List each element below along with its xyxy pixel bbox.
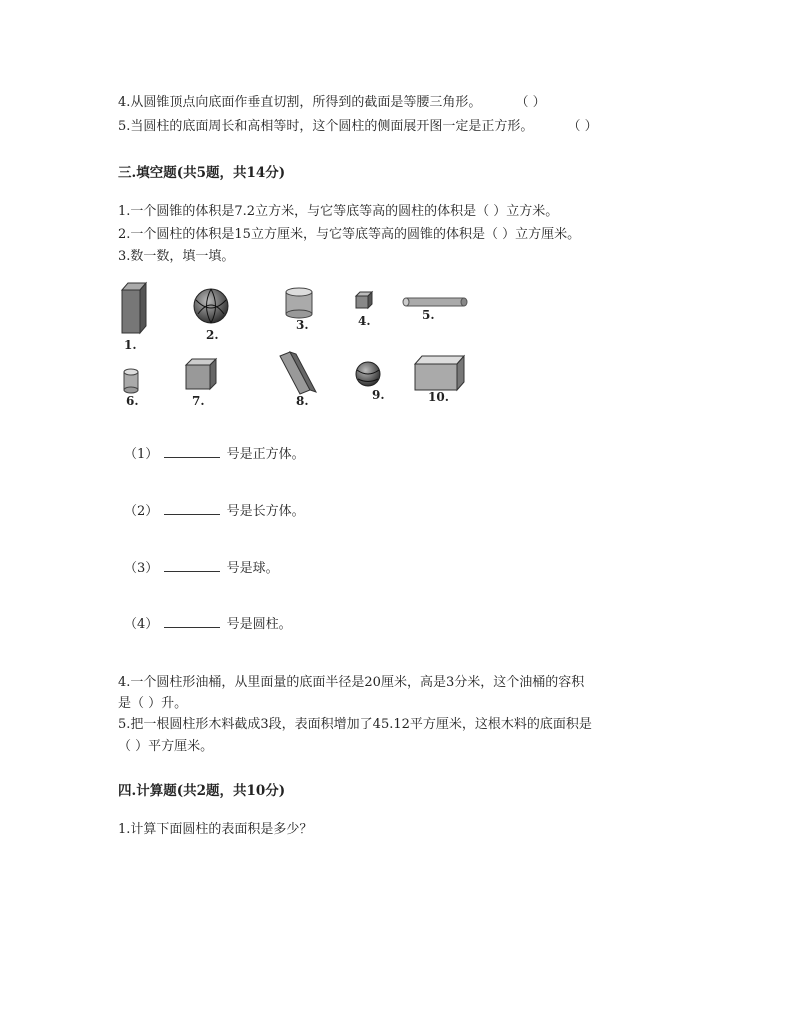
shape-2-ball bbox=[194, 289, 228, 323]
shape-3-cylinder bbox=[286, 288, 312, 318]
fill-item-1 bbox=[124, 445, 305, 464]
section3-q1: 1.一个圆锥的体积是7.2立方米，与它等底等高的圆柱的体积是（ ）立方米。 bbox=[118, 204, 559, 219]
shape-9-ball bbox=[356, 362, 380, 386]
shapes-figure bbox=[116, 280, 470, 410]
shape-label-5: 5. bbox=[422, 308, 435, 322]
shape-4-small-cube bbox=[356, 292, 372, 308]
shape-label-9: 9. bbox=[372, 388, 385, 402]
section4-title: 四.计算题(共2题，共10分) bbox=[118, 783, 286, 799]
fill-item-2 bbox=[124, 502, 305, 521]
section3-q3: 3.数一数，填一填。 bbox=[118, 249, 235, 264]
shape-label-6: 6. bbox=[126, 394, 139, 408]
fill-item-text: 号是长方体。 bbox=[226, 504, 305, 519]
section3-title: 三.填空题(共5题，共14分) bbox=[118, 165, 286, 181]
shape-7-cube bbox=[186, 359, 216, 389]
shape-label-1: 1. bbox=[124, 338, 137, 352]
judge-q4 bbox=[118, 94, 546, 112]
shape-label-10: 10. bbox=[428, 390, 449, 404]
shape-label-8: 8. bbox=[296, 394, 309, 408]
section3-q4-line2: 是（ ）升。 bbox=[118, 696, 188, 711]
shape-label-3: 3. bbox=[296, 318, 309, 332]
fill-item-num: （4） bbox=[124, 617, 159, 632]
fill-blank[interactable] bbox=[164, 502, 220, 515]
section3-q5-line2: （ ）平方厘米。 bbox=[118, 739, 214, 754]
fill-item-text: 号是正方体。 bbox=[226, 447, 305, 462]
section4-q1: 1.计算下面圆柱的表面积是多少？ bbox=[118, 822, 313, 837]
fill-blank[interactable] bbox=[164, 615, 220, 628]
shapes-drawing bbox=[116, 280, 470, 410]
shape-8-tilted-bar bbox=[280, 352, 316, 394]
fill-blank[interactable] bbox=[164, 559, 220, 572]
fill-item-num: （3） bbox=[124, 561, 159, 576]
fill-item-3 bbox=[124, 559, 279, 578]
fill-blank[interactable] bbox=[164, 445, 220, 458]
shape-1-tall-cuboid bbox=[122, 283, 146, 333]
judge-q4-text: 4.从圆锥顶点向底面作垂直切割，所得到的截面是等腰三角形。 bbox=[118, 95, 482, 110]
judge-q4-paren: （ ） bbox=[515, 95, 546, 110]
fill-item-text: 号是球。 bbox=[226, 561, 279, 576]
judge-q5-paren: （ ） bbox=[567, 119, 598, 134]
shape-label-7: 7. bbox=[192, 394, 205, 408]
section3-q4-line1: 4.一个圆柱形油桶，从里面量的底面半径是20厘米，高是3分米，这个油桶的容积 bbox=[118, 675, 585, 690]
section3-q2: 2.一个圆柱的体积是15立方厘米，与它等底等高的圆锥的体积是（ ）立方厘米。 bbox=[118, 227, 581, 242]
fill-item-text: 号是圆柱。 bbox=[226, 617, 292, 632]
fill-item-4 bbox=[124, 615, 292, 634]
fill-item-num: （1） bbox=[124, 447, 159, 462]
judge-q5 bbox=[118, 118, 598, 136]
fill-item-num: （2） bbox=[124, 504, 159, 519]
section3-q5-line1: 5.把一根圆柱形木料截成3段，表面积增加了45.12平方厘米，这根木料的底面积是 bbox=[118, 717, 592, 732]
shape-5-rod bbox=[403, 298, 467, 306]
shape-10-flat-cuboid bbox=[415, 356, 464, 390]
shape-label-4: 4. bbox=[358, 314, 371, 328]
shape-label-2: 2. bbox=[206, 328, 219, 342]
shape-6-small-cylinder bbox=[124, 369, 138, 393]
judge-q5-text: 5.当圆柱的底面周长和高相等时，这个圆柱的侧面展开图一定是正方形。 bbox=[118, 119, 534, 134]
